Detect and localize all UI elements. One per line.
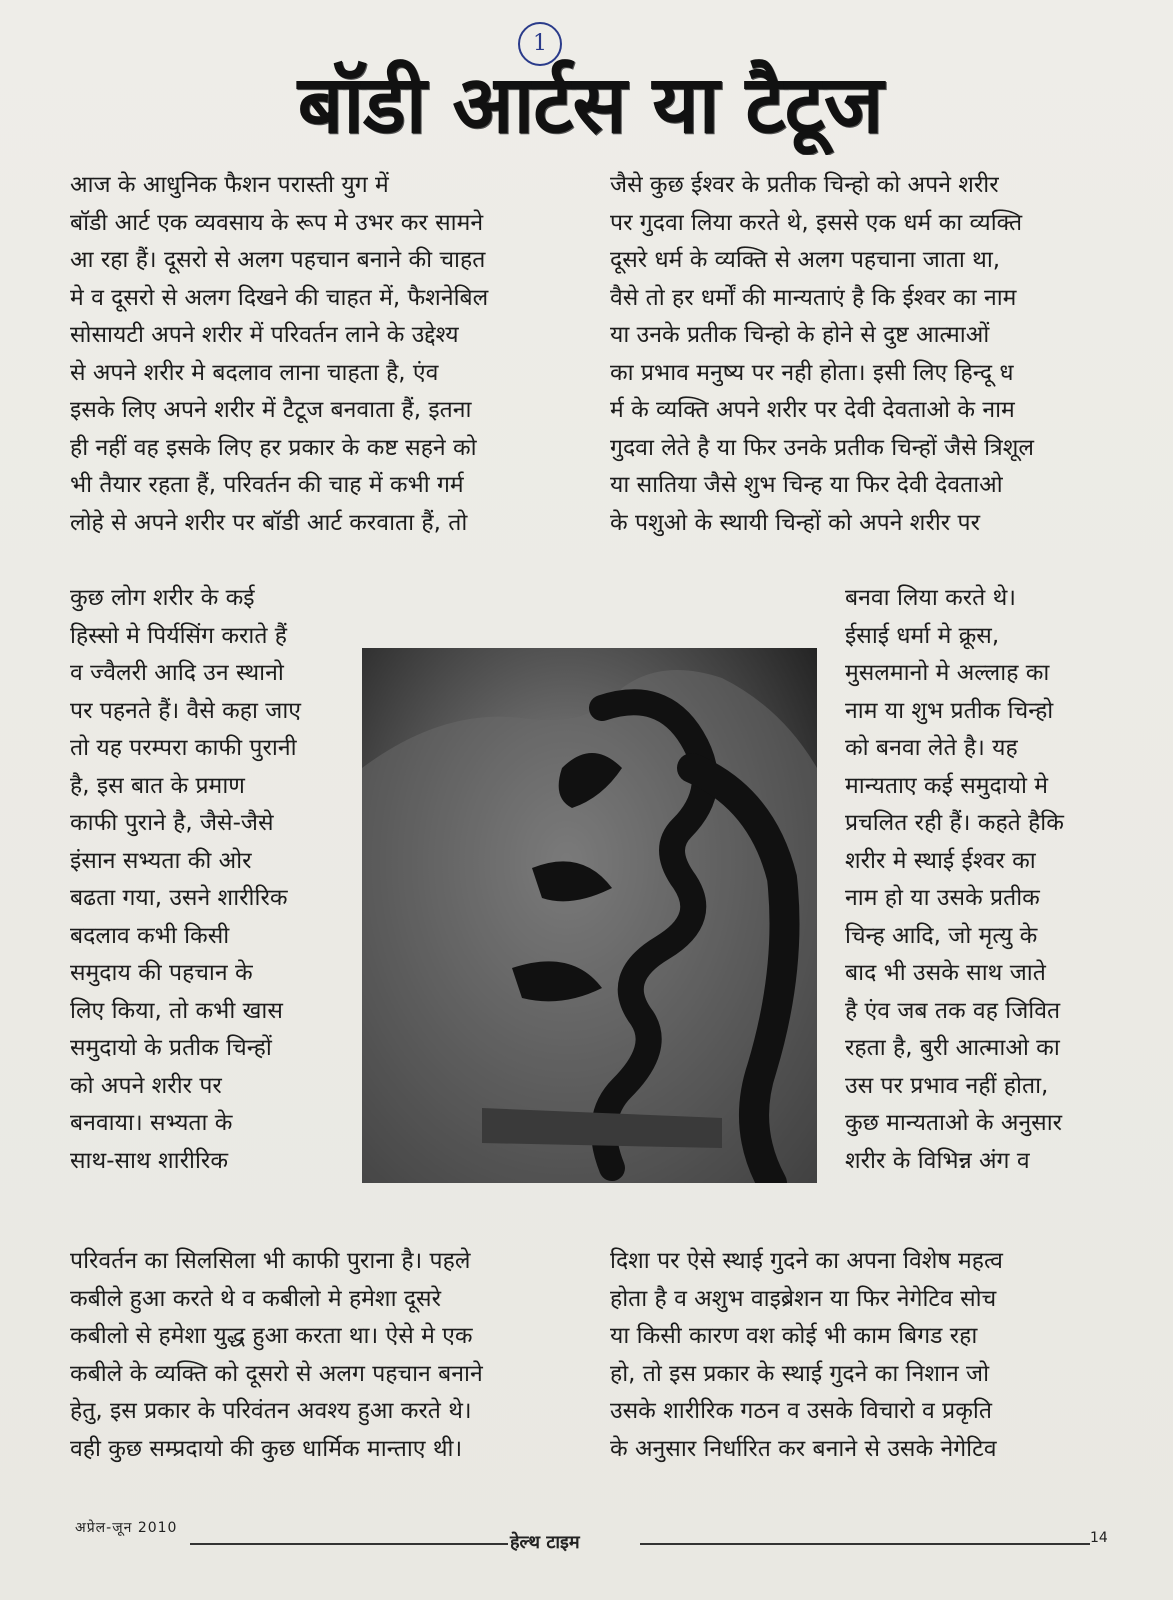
footer-rule-left xyxy=(190,1543,508,1545)
text-line: रहता है, बुरी आत्माओ का xyxy=(845,1035,1060,1061)
handwritten-page-mark: 1 xyxy=(518,22,562,66)
text-line: से अपने शरीर मे बदलाव लाना चाहता है, एंव xyxy=(70,359,439,386)
text-line: व ज्वैलरी आदि उन स्थानो xyxy=(70,660,284,686)
text-line: र्म के व्यक्ति अपने शरीर पर देवी देवताओ के नाम xyxy=(610,397,1015,423)
text-line: बढता गया, उसने शारीरिक xyxy=(70,885,288,911)
text-line: कबीले के व्यक्ति को दूसरो से अलग पहचान बनाने xyxy=(70,1360,483,1387)
text-line: समुदाय की पहचान के xyxy=(70,960,253,986)
text-line: दिशा पर ऐसे स्थाई गुदने का अपना विशेष महत्व xyxy=(610,1248,1003,1274)
text-line: बॉडी आर्ट एक व्यवसाय के रूप मे उभर कर सामने xyxy=(70,209,484,236)
text-line: काफी पुराने है, जैसे-जैसे xyxy=(70,810,274,836)
text-line: बदलाव कभी किसी xyxy=(70,922,230,949)
text-line: कुछ लोग शरीर के कई xyxy=(70,585,255,611)
text-line: उस पर प्रभाव नहीं होता, xyxy=(845,1072,1049,1099)
text-line: का प्रभाव मनुष्य पर नही होता। इसी लिए हिन्दू ध xyxy=(610,359,1014,386)
text-line: के अनुसार निर्धारित कर बनाने से उसके नेगेटिव xyxy=(610,1435,997,1462)
text-line: बनवा लिया करते थे। xyxy=(845,585,1017,611)
text-line: परिवर्तन का सिलसिला भी काफी पुराना है। पहले xyxy=(70,1248,471,1274)
text-line: ईसाई धर्मा मे क्रूस, xyxy=(845,622,1000,649)
text-line: दूसरे धर्म के व्यक्ति से अलग पहचाना जाता था, xyxy=(610,247,1001,273)
issue-date: अप्रेल-जून 2010 xyxy=(75,1520,178,1536)
right-column-bottom xyxy=(610,1243,1110,1468)
text-line: या सातिया जैसे शुभ चिन्ह या फिर देवी देवताओ xyxy=(610,472,1003,498)
right-column-top xyxy=(610,167,1110,542)
text-line: लिए किया, तो कभी खास xyxy=(70,997,283,1024)
text-line: मान्यताए कई समुदायो मे xyxy=(845,772,1049,799)
text-line: या किसी कारण वश कोई भी काम बिगड रहा xyxy=(610,1323,978,1349)
tribal-tattoo-icon xyxy=(362,648,817,1183)
text-line: प्रचलित रही हैं। कहते हैकि xyxy=(845,810,1064,836)
text-line: शरीर मे स्थाई ईश्वर का xyxy=(845,847,1036,874)
magazine-name: हेल्थ टाइम xyxy=(510,1532,580,1553)
text-line: समुदायो के प्रतीक चिन्हों xyxy=(70,1035,272,1061)
text-line: मुसलमानो मे अल्लाह का xyxy=(845,660,1050,686)
text-line: इंसान सभ्यता की ओर xyxy=(70,847,252,874)
text-line: कबीले हुआ करते थे व कबीलो मे हमेशा दूसरे xyxy=(70,1285,442,1312)
text-line: पर गुदवा लिया करते थे, इससे एक धर्म का व्यक्ति xyxy=(610,209,1023,236)
text-line: उसके शारीरिक गठन व उसके विचारो व प्रकृति xyxy=(610,1398,992,1424)
text-line: आज के आधुनिक फैशन परास्ती युग में xyxy=(70,172,389,198)
text-line: कुछ मान्यताओ के अनुसार xyxy=(845,1110,1063,1136)
text-line: बनवाया। सभ्यता के xyxy=(70,1110,233,1136)
left-column-bottom xyxy=(70,1243,570,1468)
text-line: जैसे कुछ ईश्वर के प्रतीक चिन्हो को अपने शरीर xyxy=(610,172,999,198)
text-line: साथ-साथ शारीरिक xyxy=(70,1147,229,1174)
text-line: होता है व अशुभ वाइब्रेशन या फिर नेगेटिव सोच xyxy=(610,1285,997,1312)
text-line: आ रहा हैं। दूसरो से अलग पहचान बनाने की चाहत xyxy=(70,247,486,273)
text-line: को बनवा लेते है। यह xyxy=(845,735,1018,761)
article-title: बॉडी आर्टस या टैटूज xyxy=(297,58,883,151)
text-line: है एंव जब तक वह जिवित xyxy=(845,997,1061,1024)
text-line: शरीर के विभिन्न अंग व xyxy=(845,1147,1030,1174)
tattooed-torso-photo xyxy=(362,648,817,1183)
text-line: इसके लिए अपने शरीर में टैटूज बनवाता हैं, इतना xyxy=(70,397,472,423)
text-line: नाम हो या उसके प्रतीक xyxy=(845,885,1040,911)
text-line: हेतु, इस प्रकार के परिवंतन अवश्य हुआ करते थे। xyxy=(70,1398,472,1424)
text-line: कबीलो से हमेशा युद्ध हुआ करता था। ऐसे मे एक xyxy=(70,1323,473,1349)
text-line: गुदवा लेते है या फिर उनके प्रतीक चिन्हों जैसे त्रिशूल xyxy=(610,434,1034,461)
text-line: हो, तो इस प्रकार के स्थाई गुदने का निशान जो xyxy=(610,1360,990,1387)
text-line: मे व दूसरो से अलग दिखने की चाहत में, फैशनेबिल xyxy=(70,284,489,311)
left-column-top xyxy=(70,167,570,542)
right-column-middle xyxy=(845,580,1110,1180)
text-line: बाद भी उसके साथ जाते xyxy=(845,960,1046,986)
text-line: वैसे तो हर धर्मों की मान्यताएं है कि ईश्वर का नाम xyxy=(610,284,1017,311)
text-line: लोहे से अपने शरीर पर बॉडी आर्ट करवाता हैं, तो xyxy=(70,509,468,536)
page-number: 14 xyxy=(1090,1530,1108,1546)
text-line: तो यह परम्परा काफी पुरानी xyxy=(70,735,297,761)
text-line: है, इस बात के प्रमाण xyxy=(70,772,245,799)
left-column-middle xyxy=(70,580,335,1180)
text-line: नाम या शुभ प्रतीक चिन्हो xyxy=(845,697,1054,724)
text-line: को अपने शरीर पर xyxy=(70,1072,222,1099)
text-line: सोसायटी अपने शरीर में परिवर्तन लाने के उद्देश्य xyxy=(70,322,459,348)
footer-rule-right xyxy=(640,1543,1090,1545)
text-line: भी तैयार रहता हैं, परिवर्तन की चाह में कभी गर्म xyxy=(70,472,464,498)
text-line: ही नहीं वह इसके लिए हर प्रकार के कष्ट सहने को xyxy=(70,434,477,461)
text-line: चिन्ह आदि, जो मृत्यु के xyxy=(845,922,1038,949)
text-line: के पशुओ के स्थायी चिन्हों को अपने शरीर पर xyxy=(610,509,981,536)
text-line: वही कुछ सम्प्रदायो की कुछ धार्मिक मान्ताए थी। xyxy=(70,1435,463,1462)
text-line: हिस्सो मे पिर्यसिंग कराते हैं xyxy=(70,622,288,649)
text-line: पर पहनते हैं। वैसे कहा जाए xyxy=(70,697,302,724)
text-line: या उनके प्रतीक चिन्हो के होने से दुष्ट आत्माओं xyxy=(610,322,990,348)
